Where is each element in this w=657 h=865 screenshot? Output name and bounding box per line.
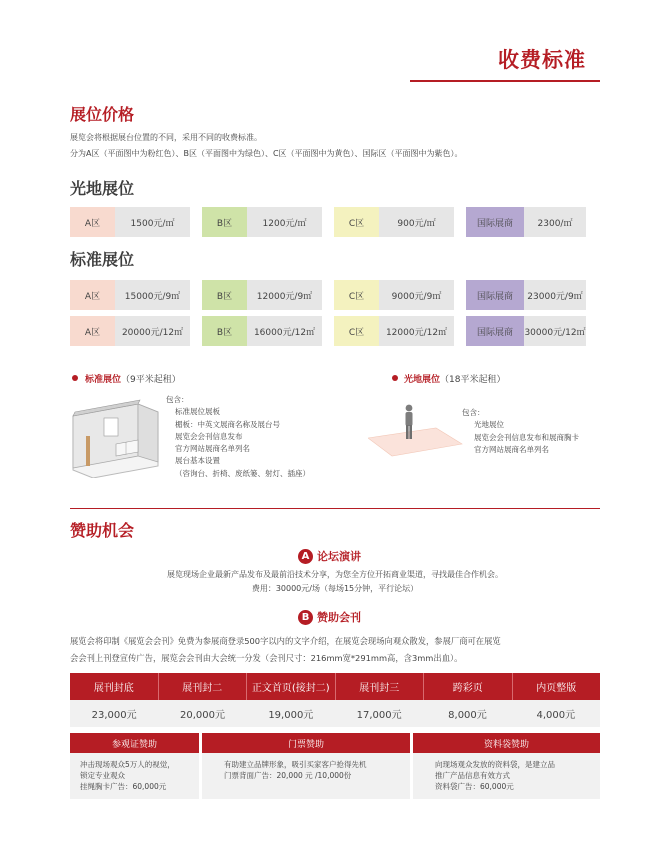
package-body-badge <box>70 753 199 799</box>
package-line: 向现场观众发放的资料袋，是建立品 <box>435 760 555 769</box>
zone-price: 12000元/12㎡ <box>385 327 448 338</box>
catalogue-desc-1: 展览会将印制《展览会会刊》免费为参展商登录500字以内的文字介绍，在展览会现场向观众散发，参展厂商可在展览 <box>70 636 501 646</box>
forum-heading <box>298 548 361 564</box>
standard-booth-note: （9平米起租） <box>121 375 181 385</box>
price-box-c <box>334 207 454 237</box>
zone-label: A区 <box>70 316 115 346</box>
package-header-ticket: 门票赞助 <box>202 733 410 753</box>
price-box-intl <box>466 280 586 310</box>
zone-label: C区 <box>334 280 379 310</box>
table-header-cell: 跨彩页 <box>424 673 513 700</box>
title-underline <box>410 80 600 82</box>
zone-price: 9000元/9㎡ <box>391 291 442 302</box>
price-box-a <box>70 280 190 310</box>
zone-label: C区 <box>334 207 379 237</box>
standard-booth-includes <box>166 394 310 480</box>
catalogue-price-table <box>70 673 600 727</box>
raw-booth-title-text: 光地展位 <box>404 375 441 385</box>
raw-space-heading: 光地展位 <box>70 179 135 198</box>
zone-price: 1200元/㎡ <box>262 218 307 229</box>
zone-price: 15000元/9㎡ <box>124 291 181 302</box>
catalogue-desc-2: 会会刊上刊登宣传广告，展览会会刊由大会统一分发（会刊尺寸：216mm宽*291mm高，含3mm出血）。 <box>70 653 463 663</box>
price-box-b <box>202 316 322 346</box>
table-cell: 4,000元 <box>536 710 576 721</box>
zone-label: A区 <box>70 280 115 310</box>
standard-heading: 标准展位 <box>70 250 135 269</box>
price-box-a <box>70 207 190 237</box>
bullet-dot <box>72 375 78 381</box>
package-line: 锁定专业观众 <box>80 771 125 780</box>
include-label: 包含： <box>462 408 485 417</box>
zone-price: 16000元/12㎡ <box>253 327 316 338</box>
zone-label: 国际展商 <box>466 280 524 310</box>
include-label: 包含： <box>166 395 189 404</box>
page-title: 收费标准 <box>498 48 586 72</box>
package-line: 挂绳胸卡广告：60,000元 <box>80 782 167 791</box>
section-divider <box>70 508 600 509</box>
letter-badge-b: B <box>298 610 313 625</box>
bullet-dot <box>392 375 398 381</box>
package-header-bag: 资料袋赞助 <box>413 733 600 753</box>
zone-price: 20000元/12㎡ <box>121 327 184 338</box>
zone-label: B区 <box>202 207 247 237</box>
catalogue-title: 赞助会刊 <box>317 611 361 624</box>
zone-label: B区 <box>202 316 247 346</box>
forum-desc-1: 展览现场企业最新产品发布及最前沿技术分享，为您全方位开拓商业渠道，寻找最佳合作机会。 <box>167 570 503 579</box>
zone-label: 国际展商 <box>466 316 524 346</box>
booth-price-desc-2: 分为A区（平面图中为粉红色）、B区（平面图中为绿色）、C区（平面图中为黄色）、国际区（平面图中为紫色）。 <box>70 149 463 158</box>
zone-price: 23000元/9㎡ <box>527 291 583 302</box>
include-item: 展台基本设置 <box>175 456 220 466</box>
zone-price: 1500元/㎡ <box>130 218 175 229</box>
price-box-c <box>334 316 454 346</box>
package-body-ticket <box>202 753 410 799</box>
standard-prices-9 <box>70 280 586 310</box>
catalogue-heading <box>298 609 361 625</box>
package-line: 有助建立品牌形象，吸引买家客户抢得先机 <box>224 760 367 769</box>
include-item: （咨询台、折椅、废纸篓、射灯、插座） <box>175 468 310 478</box>
include-item: 展览会会刊信息发布和展商胸卡 <box>474 432 579 442</box>
zone-price: 2300/㎡ <box>537 218 573 229</box>
table-cell: 17,000元 <box>356 710 402 721</box>
include-item: 官方网站展商名单列名 <box>474 444 549 454</box>
forum-desc-2: 费用：30000元/场（每场15分钟，平行论坛） <box>251 584 419 593</box>
package-line: 冲击现场观众5万人的视觉， <box>80 760 175 769</box>
package-header-badge: 参观证赞助 <box>70 733 199 753</box>
booth-price-desc-1: 展览会将根据展台位置的不同，采用不同的收费标准。 <box>70 133 262 142</box>
package-line: 资料袋广告：60,000元 <box>435 782 514 791</box>
include-item: 标准展位展板 <box>175 407 220 417</box>
price-box-b <box>202 207 322 237</box>
table-cell: 8,000元 <box>448 710 487 721</box>
include-item: 楣板：中英文展商名称及展台号 <box>175 419 280 429</box>
include-item: 光地展位 <box>474 420 504 430</box>
standard-booth-title-text: 标准展位 <box>85 375 122 385</box>
zone-price: 900元/㎡ <box>397 218 436 229</box>
price-box-a <box>70 316 190 346</box>
include-item: 展览会会刊信息发布 <box>175 431 243 441</box>
table-cell: 19,000元 <box>268 710 314 721</box>
raw-booth-illustration <box>368 390 463 465</box>
table-header-row <box>70 673 600 700</box>
table-cell: 23,000元 <box>91 710 137 721</box>
raw-booth-title <box>404 372 505 385</box>
raw-space-prices <box>70 207 586 237</box>
package-body-bag <box>413 753 600 799</box>
price-box-intl <box>466 207 586 237</box>
price-box-c <box>334 280 454 310</box>
table-cell: 20,000元 <box>179 710 225 721</box>
price-box-intl <box>466 316 586 346</box>
zone-price: 30000元/12㎡ <box>524 327 586 338</box>
standard-booth-title <box>85 372 181 385</box>
table-row <box>70 700 600 727</box>
table-header-cell: 展刊封三 <box>336 673 425 700</box>
price-box-b <box>202 280 322 310</box>
zone-label: C区 <box>334 316 379 346</box>
booth-price-heading: 展位价格 <box>70 105 135 124</box>
letter-badge-a: A <box>298 549 313 564</box>
table-header-cell: 内页整版 <box>536 683 577 694</box>
table-header-cell: 展刊封底 <box>70 673 159 700</box>
standard-booth-illustration <box>68 396 163 478</box>
zone-label: A区 <box>70 207 115 237</box>
table-header-cell: 正文首页(接封二) <box>247 673 336 700</box>
standard-prices-12 <box>70 316 586 346</box>
sponsorship-heading: 赞助机会 <box>70 521 135 540</box>
include-item: 官方网站展商名单列名 <box>175 444 250 454</box>
zone-label: 国际展商 <box>466 207 524 237</box>
zone-price: 12000元/9㎡ <box>256 291 313 302</box>
table-header-cell: 展刊封二 <box>159 673 248 700</box>
forum-title: 论坛演讲 <box>317 550 361 563</box>
package-line: 门票背面广告：20,000 元 /10,000份 <box>224 771 352 780</box>
package-line: 推广产品信息有效方式 <box>435 771 510 780</box>
raw-booth-note: （18平米起租） <box>440 375 506 385</box>
raw-booth-includes <box>462 407 579 456</box>
zone-label: B区 <box>202 280 247 310</box>
